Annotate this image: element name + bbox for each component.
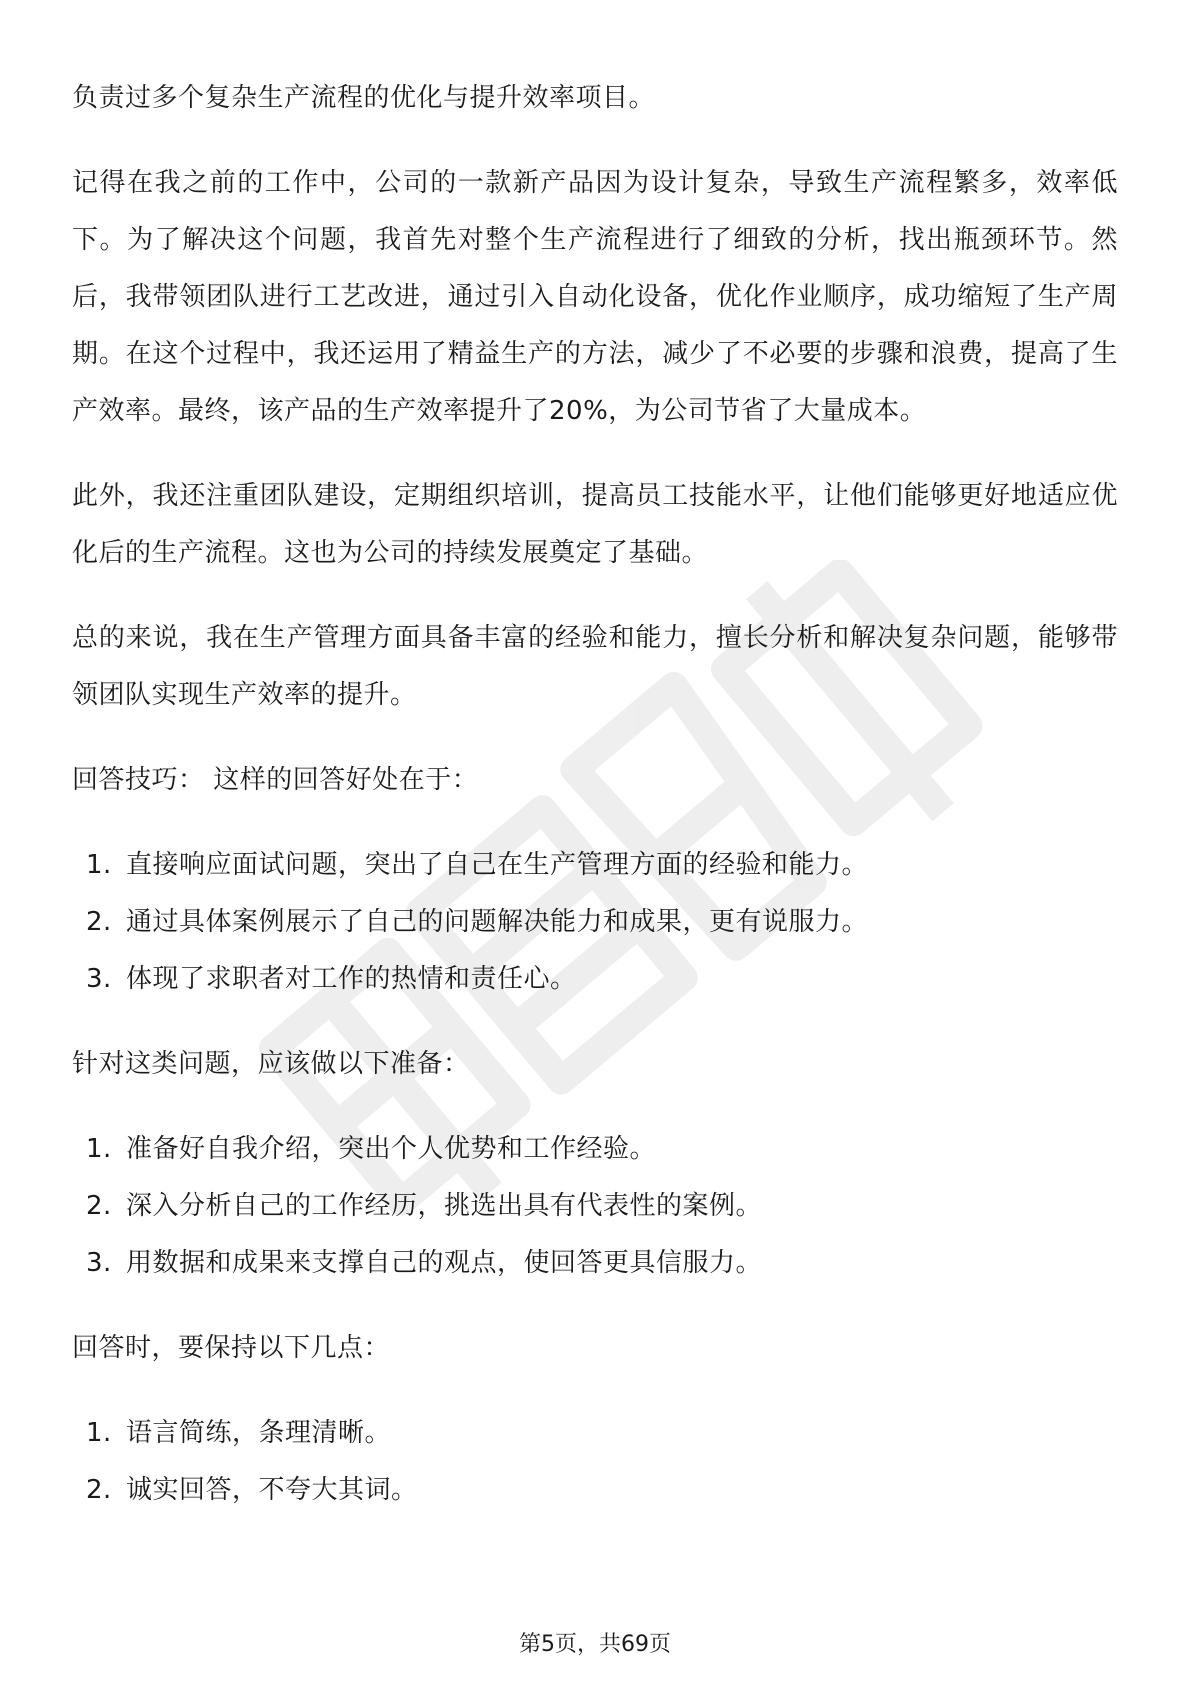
list-item: 1. 直接响应面试问题，突出了自己在生产管理方面的经验和能力。	[86, 850, 869, 880]
paragraph-team-building: 此外，我还注重团队建设，定期组织培训，提高员工技能水平，让他们能够更好地适应优化后的生产流程。这也为公司的持续发展奠定了基础。	[72, 481, 1118, 568]
paragraph-summary: 总的来说，我在生产管理方面具备丰富的经验和能力，擅长分析和解决复杂问题，能够带领团队实现生产效率的提升。	[72, 623, 1118, 710]
list-item: 2. 通过具体案例展示了自己的问题解决能力和成果，更有说服力。	[86, 907, 869, 937]
list-item: 2. 诚实回答，不夸大其词。	[86, 1475, 418, 1505]
page-number-footer: 第5页，共69页	[519, 1632, 671, 1657]
list-item: 1. 准备好自我介绍，突出个人优势和工作经验。	[86, 1134, 657, 1164]
document-body	[72, 70, 1118, 1547]
list-answer-benefits	[72, 837, 1118, 1008]
list-keep-points	[72, 1405, 1118, 1519]
paragraph-case-study: 记得在我之前的工作中，公司的一款新产品因为设计复杂，导致生产流程繁多，效率低下。为了解决这个问题，我首先对整个生产流程进行了细致的分析，找出瓶颈环节。然后，我带领团队进行工艺改进，通过引入自动化设备，优化作业顺序，成功缩短了生产周期。在这个过程中，我还运用了精益生产的方法，减少了不必要的步骤和浪费，提高了生产效率。最终，该产品的生产效率提升了20%，为公司节省了大量成本。	[72, 168, 1118, 426]
heading-answer-tips: 回答技巧： 这样的回答好处在于：	[72, 765, 479, 795]
list-item: 3. 用数据和成果来支撑自己的观点，使回答更具信服力。	[86, 1248, 763, 1278]
list-item: 3. 体现了求职者对工作的热情和责任心。	[86, 964, 577, 994]
list-item: 1. 语言简练，条理清晰。	[86, 1418, 392, 1448]
list-preparation	[72, 1121, 1118, 1292]
heading-keep-points: 回答时，要保持以下几点：	[72, 1333, 391, 1363]
list-item: 2. 深入分析自己的工作经历，挑选出具有代表性的案例。	[86, 1191, 763, 1221]
heading-preparation: 针对这类问题，应该做以下准备：	[72, 1049, 470, 1079]
paragraph-intro: 负责过多个复杂生产流程的优化与提升效率项目。	[72, 83, 656, 113]
